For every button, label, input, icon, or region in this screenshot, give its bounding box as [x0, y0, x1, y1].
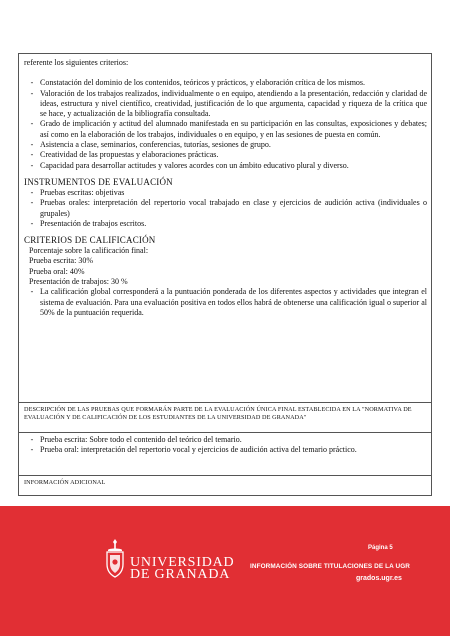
instrument-item: - Presentación de trabajos escritos. — [30, 218, 147, 228]
grading-note: - La calificación global corresponderá a la puntuación ponderada de los diferentes aspectos y actividades que integran el sistema de evaluación. Para una evaluación positiva en todos ellos habrá de obtenerse una calificación igual o superior al 50% de la puntuación requerida. — [30, 287, 427, 317]
criterion-item: - Creatividad de las propuestas y elaboraciones prácticas. — [30, 150, 219, 160]
test-item: - Prueba oral: interpretación del repertorio vocal y ejercicios de audición activa del temario práctico. — [30, 445, 357, 455]
degrees-site-link[interactable]: grados.ugr.es — [356, 575, 402, 582]
single-evaluation-tests-section — [18, 433, 432, 476]
criterion-item: - Capacidad para desarrollar actitudes y valores acordes con un ámbito educativo plural y diverso. — [30, 160, 349, 170]
additional-info-heading: INFORMACIÓN ADICIONAL — [24, 479, 106, 486]
instrument-item: - Pruebas orales: interpretación del repertorio vocal trabajado en clase y ejercicios de audición activa (individuales o grupales) — [30, 198, 427, 218]
test-item: - Prueba escrita: Sobre todo el contenido del teórico del temario. — [30, 435, 242, 444]
grading-line: Presentación de trabajos: 30 % — [29, 277, 128, 287]
university-name-line1: UNIVERSIDAD — [130, 555, 235, 570]
document-body — [18, 53, 432, 496]
criterion-item: - Constatación del dominio de los contenidos, teóricos y prácticos, y elaboración crítica de los mismos. — [30, 78, 366, 88]
university-name-line2: DE GRANADA — [130, 567, 231, 582]
single-evaluation-heading: DESCRIPCIÓN DE LAS PRUEBAS QUE FORMARÁN PARTE DE LA EVALUACIÓN ÚNICA FINAL ESTABLECIDA EN LA "NORMATIVA DE EVALUACIÓN Y DE CALIFICACIÓN DE LOS ESTUDIANTES DE LA UNIVERSIDAD DE GRANADA" — [24, 406, 412, 421]
degrees-info-label: INFORMACIÓN SOBRE TITULACIONES DE LA UGR — [250, 563, 410, 570]
grading-line: Prueba escrita: 30% — [29, 256, 93, 266]
criteria-intro: referente los siguientes criterios: — [24, 58, 129, 67]
grading-line: Porcentaje sobre la calificación final: — [29, 246, 149, 256]
criterion-item: - Valoración de los trabajos realizados, individualmente o en equipo, atendiendo a la presentación, redacción y claridad de ideas, estructura y nivel científico, creatividad, justificación de lo que argumenta, capacidad y riqueza de la crítica que se hace, y actualización de la bibliografía consultada. — [30, 88, 427, 119]
criterion-item: - Asistencia a clase, seminarios, conferencias, tutorías, sesiones de grupo. — [30, 140, 271, 150]
instrument-item: - Pruebas escritas: objetivas — [30, 187, 125, 197]
additional-info-section — [18, 476, 432, 496]
page-number: Página 5 — [368, 545, 393, 551]
grading-criteria-heading: CRITERIOS DE CALIFICACIÓN — [24, 235, 156, 246]
university-crest-icon — [104, 538, 126, 580]
evaluation-criteria-section — [18, 53, 432, 403]
criterion-item: - Grado de implicación y actitud del alumnado manifestada en su participación en las consultas, exposiciones y debates; así como en la elaboración de los trabajos, individuales o en equipo, y en las sesiones de puesta en común. — [30, 119, 427, 139]
instruments-heading: INSTRUMENTOS DE EVALUACIÓN — [24, 176, 173, 187]
grading-line: Prueba oral: 40% — [29, 266, 85, 276]
single-final-evaluation-section — [18, 403, 432, 433]
